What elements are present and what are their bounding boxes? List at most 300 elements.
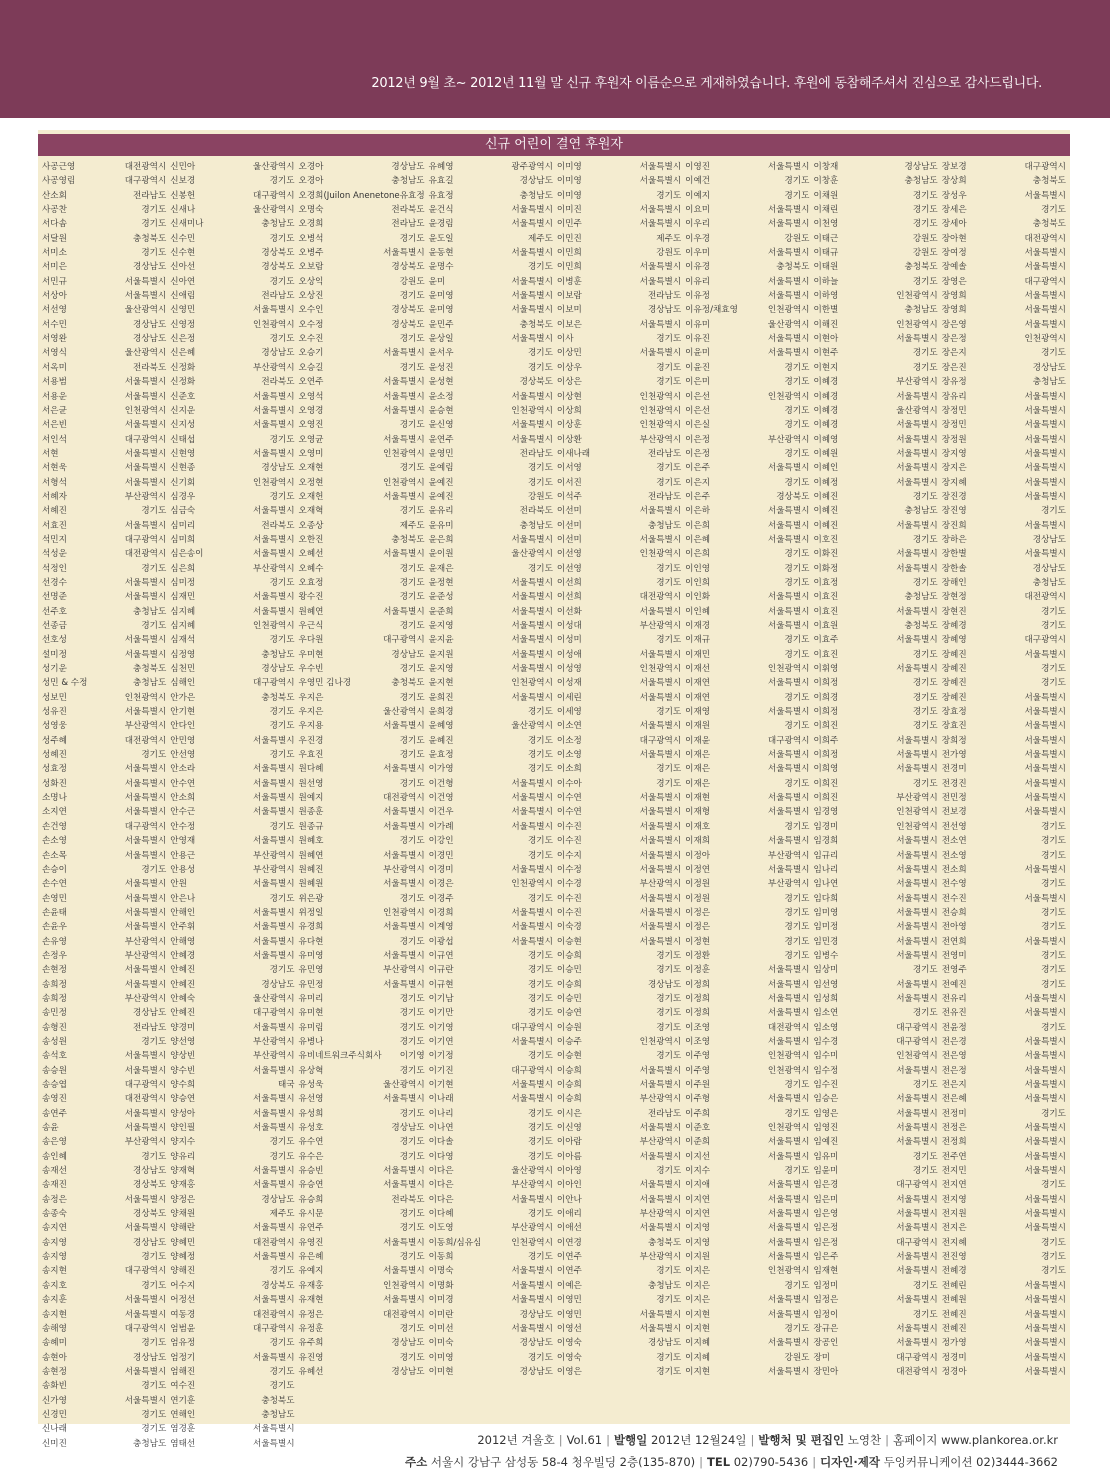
donor-region: 이기영 [399, 1051, 425, 1062]
donor-row [429, 346, 553, 360]
donor-row [942, 289, 1066, 303]
donor-name: 임윤미 [813, 1166, 839, 1177]
donor-name: 전주연 [941, 1151, 967, 1162]
donor-region: 경기도 [141, 506, 167, 517]
donor-name: 이혜경 [813, 420, 839, 431]
donor-name: 전경진 [941, 778, 967, 789]
donor-name: 양재혁 [170, 1166, 196, 1177]
donor-row [42, 719, 166, 733]
donor-region: 경기도 [1041, 907, 1066, 918]
donor-name: 신지성 [170, 420, 196, 431]
donor-region: 경기도 [1041, 950, 1066, 961]
donor-region: 경상남도 [391, 162, 425, 172]
donor-region: 경기도 [784, 190, 810, 201]
donor-region: 경기도 [269, 893, 295, 904]
donor-region: 서울특별시 [896, 850, 938, 861]
donor-region: 서울특별시 [896, 764, 938, 775]
donor-region: 울산광역시 [383, 1080, 425, 1090]
donor-region: 경상북도 [261, 248, 295, 259]
donor-name: 성유진 [42, 707, 67, 718]
donor-row [170, 504, 294, 518]
donor-name: 장효정 [941, 707, 967, 718]
donor-row [942, 1308, 1066, 1322]
donor-name: 윤상일 [428, 334, 454, 345]
donor-row [685, 1250, 809, 1264]
donor-region: 경기도 [141, 864, 167, 875]
donor-name: 이미란 [428, 1309, 454, 1320]
donor-region: 인천광역시 [511, 678, 553, 689]
donor-name: 오수인 [298, 305, 324, 316]
donor-name: 윤소정 [428, 391, 454, 402]
donor-row [42, 1006, 166, 1020]
donor-row [42, 1064, 166, 1078]
donor-name: 이승희 [556, 1094, 582, 1105]
donor-name: 임은정 [813, 1223, 839, 1234]
donor-row [557, 1336, 681, 1350]
donor-region: 인천광역시 [253, 477, 295, 488]
donor-region: 서울특별시 [767, 162, 810, 172]
donor-name: 전경미 [941, 764, 967, 775]
donor-name: 서인석 [42, 434, 67, 445]
footer-homepage-link[interactable]: www.plankorea.or.kr [941, 1433, 1058, 1447]
donor-name: 안해영 [170, 936, 196, 947]
donor-region: 서울특별시 [511, 391, 553, 402]
donor-row [942, 805, 1066, 819]
donor-row [299, 762, 425, 776]
donor-name: 사공찬 [42, 205, 67, 216]
donor-region: 서울특별시 [896, 864, 938, 875]
donor-region: 서울특별시 [253, 879, 295, 890]
donor-region: 충청남도 [904, 305, 938, 316]
donor-row [170, 1049, 294, 1063]
donor-row [813, 217, 937, 231]
donor-region: 경기도 [784, 1166, 810, 1177]
donor-row [42, 203, 166, 217]
donor-name: 이유미 [685, 319, 711, 330]
donor-region: 서울특별시 [639, 1151, 682, 1162]
donor-row [429, 1078, 553, 1092]
donor-row [942, 1264, 1066, 1278]
donor-row [942, 963, 1066, 977]
donor-row [170, 433, 294, 447]
donor-region: 부산광역시 [253, 864, 295, 875]
donor-name: 임영은 [813, 1108, 839, 1119]
donor-row [942, 504, 1066, 518]
donor-name: 신현영 [170, 448, 196, 459]
donor-region: 경기도 [912, 1166, 938, 1177]
donor-region: 서울특별시 [1024, 1295, 1066, 1306]
donor-row [429, 892, 553, 906]
donor-row [170, 1107, 294, 1121]
donor-name: 심미희 [170, 534, 196, 545]
donor-name: 이재은 [685, 750, 711, 761]
donor-region: 경기도 [1041, 1266, 1066, 1277]
donor-name: 이태원 [813, 262, 839, 273]
donor-row [42, 303, 166, 317]
donor-name: 오연주 [298, 377, 324, 388]
donor-region: 서울특별시 [896, 448, 938, 459]
donor-name: 신은정 [170, 334, 196, 345]
donor-region: 경기도 [527, 836, 553, 847]
footer-publisher: 노영찬 [847, 1433, 882, 1447]
donor-row [429, 1021, 553, 1035]
donor-row [42, 619, 166, 633]
donor-region: 경상남도 [133, 334, 167, 345]
donor-region: 서울특별시 [124, 965, 167, 976]
donor-row [685, 404, 809, 418]
donor-name: 양상빈 [170, 1051, 196, 1062]
donor-row [170, 935, 294, 949]
donor-name: 서미소 [42, 248, 67, 259]
donor-row [170, 992, 294, 1006]
donor-row [170, 1164, 294, 1178]
donor-row [299, 174, 425, 188]
donor-row [429, 390, 553, 404]
donor-name: 이민희 [556, 248, 582, 259]
donor-row [299, 562, 425, 576]
donor-name: 이영은 [556, 1366, 582, 1377]
donor-row [685, 1049, 809, 1063]
donor-region: 경상북도 [261, 1280, 295, 1291]
donor-name: 이정희 [685, 979, 711, 990]
donor-row [685, 375, 809, 389]
donor-region: 서울특별시 [253, 606, 295, 617]
donor-region: 서울특별시 [639, 1309, 682, 1320]
donor-region: 서울특별시 [253, 936, 295, 947]
donor-row [557, 203, 681, 217]
donor-row [942, 1092, 1066, 1106]
donor-region: 서울특별시 [511, 276, 553, 287]
donor-row [557, 877, 681, 891]
donor-name: 이재민 [685, 649, 711, 660]
donor-row [813, 619, 937, 633]
donor-region: 경기도 [656, 950, 682, 961]
donor-row [942, 920, 1066, 934]
donor-name: 석정인 [42, 563, 67, 574]
donor-region: 서울특별시 [639, 721, 682, 732]
donor-name: 장영희 [941, 291, 967, 302]
donor-name: 임미정 [813, 922, 839, 933]
donor-region: 경기도 [1041, 606, 1066, 617]
donor-name: 이재규 [685, 635, 711, 646]
donor-name: 임소영 [813, 1022, 839, 1033]
donor-name: 신현종 [170, 463, 196, 474]
donor-region: 서울특별시 [767, 248, 810, 259]
donor-name: 전지연 [941, 1180, 967, 1191]
donor-region: 경기도 [656, 965, 682, 976]
donor-name: 송형진 [42, 1022, 67, 1033]
donor-region: 서울특별시 [767, 1008, 810, 1019]
donor-row [557, 906, 681, 920]
donor-region: 서울특별시 [896, 750, 938, 761]
donor-name: 임성희 [813, 993, 839, 1004]
donor-row [942, 576, 1066, 590]
donor-name: 원종훈 [298, 807, 324, 818]
donor-name: 이현지 [813, 362, 839, 373]
donor-region: 경기도 [784, 692, 810, 703]
donor-name: 이희정 [813, 750, 839, 761]
donor-row [557, 490, 681, 504]
donor-row [942, 676, 1066, 690]
donor-name: 이석주 [556, 491, 582, 502]
donor-region: 경기도 [1041, 1180, 1066, 1191]
donor-region: 서울특별시 [639, 850, 682, 861]
donor-region: 서울특별시 [639, 936, 682, 947]
donor-region: 경기도 [912, 362, 938, 373]
donor-name: 오상진 [298, 291, 324, 302]
donor-row [685, 662, 809, 676]
donor-region: 경기도 [1041, 678, 1066, 689]
footer-publisher-label: 발행처 및 편집인 [758, 1433, 845, 1447]
donor-row [813, 705, 937, 719]
donor-name: 이세린 [556, 692, 582, 703]
donor-name: 윤혜영 [428, 721, 454, 732]
donor-region: 경기도 [1041, 965, 1066, 976]
donor-region: 서울특별시 [639, 793, 682, 804]
donor-name: 전수진 [941, 893, 967, 904]
donor-name: 장희정 [941, 735, 967, 746]
donor-row [42, 318, 166, 332]
donor-region: 서울특별시 [896, 635, 938, 646]
donor-name: 서옥미 [42, 362, 67, 373]
donor-region: 경상남도 [519, 176, 553, 187]
donor-row [942, 1135, 1066, 1149]
donor-name: 오영미 [298, 448, 324, 459]
donor-name: 전혜경 [941, 1266, 967, 1277]
donor-name: 이성대 [556, 621, 582, 631]
donor-name: 이재은 [685, 778, 711, 789]
donor-row [942, 1064, 1066, 1078]
donor-region: 경기도 [527, 1051, 553, 1062]
donor-name: 윤민주 [428, 319, 454, 330]
donor-region: 서울특별시 [383, 922, 425, 933]
donor-region: 서울특별시 [383, 721, 425, 732]
donor-region: 경기도 [527, 1137, 553, 1148]
donor-region: 서울특별시 [767, 276, 810, 287]
donor-name: 이보은 [556, 319, 582, 330]
donor-region: 경기도 [269, 1151, 295, 1162]
donor-row [429, 1351, 553, 1365]
donor-region: 서울특별시 [767, 291, 810, 302]
donor-region: 서울특별시 [896, 477, 938, 488]
donor-region: 경기도 [527, 463, 553, 474]
donor-name: 안기현 [170, 707, 196, 718]
donor-row [685, 777, 809, 791]
donor-region: 인천광역시 [511, 1237, 553, 1248]
donor-name: 이준호 [685, 1123, 711, 1134]
donor-row [42, 877, 166, 891]
donor-region: 경기도 [1041, 850, 1066, 861]
donor-name: 이규연 [428, 950, 454, 961]
donor-name: 양성아 [170, 1108, 196, 1119]
donor-region: 제주도 [269, 1209, 295, 1220]
donor-row [685, 877, 809, 891]
donor-row [685, 1322, 809, 1336]
donor-row [942, 562, 1066, 576]
donor-row [42, 1422, 166, 1436]
donor-row [429, 1322, 553, 1336]
donor-row [942, 461, 1066, 475]
donor-region: 강원도 [784, 1352, 810, 1363]
donor-row [557, 404, 681, 418]
donor-name: 임은경 [813, 1180, 839, 1191]
donor-name: 윤은희 [428, 534, 454, 545]
donor-name: 원혜호 [298, 836, 324, 847]
donor-name: 유성희 [298, 1108, 324, 1119]
donor-row [429, 1250, 553, 1264]
donor-row [942, 404, 1066, 418]
donor-row [299, 1336, 425, 1350]
donor-row [557, 662, 681, 676]
donor-name: 유연주 [298, 1223, 324, 1234]
donor-name: 이승민 [556, 993, 582, 1004]
donor-region: 경기도 [656, 477, 682, 488]
donor-region: 부산광역시 [253, 362, 295, 373]
donor-row [429, 519, 553, 533]
donor-name: 전지영 [941, 1194, 967, 1205]
donor-row [942, 275, 1066, 289]
donor-region: 서울특별시 [1024, 807, 1066, 818]
donor-row [42, 863, 166, 877]
donor-name: 이재윤 [685, 735, 711, 746]
donor-row [299, 834, 425, 848]
donor-region: 서울특별시 [511, 577, 553, 588]
donor-name: 전정희 [941, 1137, 967, 1148]
donor-region: 경상북도 [261, 262, 295, 273]
donor-name: 서현 [42, 448, 59, 459]
donor-region: 경기도 [784, 893, 810, 904]
donor-region: 서울특별시 [511, 936, 553, 947]
donor-row [42, 447, 166, 461]
donor-name: 산소회 [42, 190, 67, 201]
footer-address: 서울시 강남구 삼성동 58-4 청우빌딩 2층(135-870) [430, 1455, 696, 1469]
donor-name: 이기남 [428, 993, 454, 1004]
donor-region: 서울특별시 [1024, 1194, 1066, 1205]
donor-region: 경기도 [1041, 1022, 1066, 1033]
donor-name: 우영민 김나경 [298, 678, 352, 689]
donor-region: 서울특별시 [1024, 936, 1066, 947]
donor-region: 인천광역시 [767, 1051, 810, 1062]
donor-region: 울산광역시 [253, 993, 295, 1004]
donor-name: 이아람 [556, 1137, 582, 1148]
donor-region: 인천광역시 [639, 405, 682, 416]
donor-region: 서울특별시 [1024, 248, 1066, 259]
donor-region: 서울특별시 [1024, 448, 1066, 459]
donor-name: 이지은 [685, 1280, 711, 1291]
donor-region: 서울특별시 [253, 793, 295, 804]
donor-name: 윤도일 [428, 233, 454, 244]
donor-row [170, 390, 294, 404]
donor-row [429, 1049, 553, 1063]
donor-row [42, 935, 166, 949]
donor-row [170, 1078, 294, 1092]
donor-name: 이유경 [685, 262, 711, 273]
donor-row [42, 1049, 166, 1063]
donor-name: 이상은 [556, 377, 582, 388]
donor-region: 서울특별시 [896, 907, 938, 918]
donor-row [299, 935, 425, 949]
donor-name: 안주휘 [170, 922, 196, 933]
donor-name: 윤승현 [428, 405, 454, 416]
donor-row [299, 260, 425, 274]
donor-row [299, 1092, 425, 1106]
donor-region: 서울특별시 [124, 520, 167, 531]
donor-name: 장진경 [941, 491, 967, 502]
donor-row [942, 547, 1066, 561]
donor-name: 전혜원 [941, 1295, 967, 1306]
donor-name: 성영웅 [42, 721, 67, 732]
donor-row [685, 805, 809, 819]
donor-region: 서울특별시 [253, 592, 295, 603]
donor-region: 서울특별시 [511, 219, 553, 230]
donor-name: 오경아 [298, 162, 324, 172]
donor-row [42, 1264, 166, 1278]
donor-name: 이은정 [685, 434, 711, 445]
donor-name: 우지은 [298, 707, 324, 718]
donor-name: 이안나 [556, 1194, 582, 1205]
donor-name: 윤예진 [428, 491, 454, 502]
donor-name: 이정아 [685, 850, 711, 861]
donor-name: 이지은 [685, 1266, 711, 1277]
donor-name: 이지현 [685, 1309, 711, 1320]
donor-name: 양인필 [170, 1123, 196, 1134]
donor-name: 이신영 [556, 1123, 582, 1134]
donor-region: 경기도 [399, 1209, 425, 1220]
donor-region: 경기도 [527, 950, 553, 961]
donor-name: 윤희경 [428, 707, 454, 718]
donor-name: 이애선 [556, 1223, 582, 1234]
donor-row [813, 1351, 937, 1365]
donor-row [813, 1207, 937, 1221]
donor-region: 서울특별시 [767, 1036, 810, 1047]
donor-row [42, 1236, 166, 1250]
donor-region: 대전광역시 [253, 1309, 295, 1320]
donor-region: 서울특별시 [896, 936, 938, 947]
donor-row [170, 820, 294, 834]
donor-name: 장세아 [941, 219, 967, 230]
donor-row [813, 963, 937, 977]
donor-region: 서울특별시 [639, 1323, 682, 1334]
donor-region: 충청북도 [391, 534, 425, 545]
donor-name: 어수지 [170, 1280, 196, 1291]
donor-row [942, 1078, 1066, 1092]
donor-row [170, 1365, 294, 1379]
donor-name: 이주영 [685, 1065, 711, 1076]
donor-name: 이수연 [556, 793, 582, 804]
donor-region: 서울특별시 [639, 1123, 682, 1134]
donor-name: 임정은 [813, 1295, 839, 1306]
donor-row [813, 303, 937, 317]
donor-name: 이희정 [813, 678, 839, 689]
donor-name: 심금숙 [170, 506, 196, 517]
donor-name: 오효정 [298, 577, 324, 588]
donor-row [813, 676, 937, 690]
donor-region: 경기도 [1041, 979, 1066, 990]
donor-row [299, 303, 425, 317]
donor-name: 전혜진 [941, 1309, 967, 1320]
donor-name: 이민진 [556, 233, 582, 244]
donor-region: 서울특별시 [1024, 190, 1066, 201]
donor-region: 인천광역시 [639, 664, 682, 675]
donor-row [42, 346, 166, 360]
donor-row [42, 633, 166, 647]
donor-name: 안혜숙 [170, 993, 196, 1004]
donor-region: 서울특별시 [1024, 1323, 1066, 1334]
donor-row [42, 949, 166, 963]
donor-region: 서울특별시 [1024, 993, 1066, 1004]
donor-row [557, 318, 681, 332]
donor-row [685, 978, 809, 992]
